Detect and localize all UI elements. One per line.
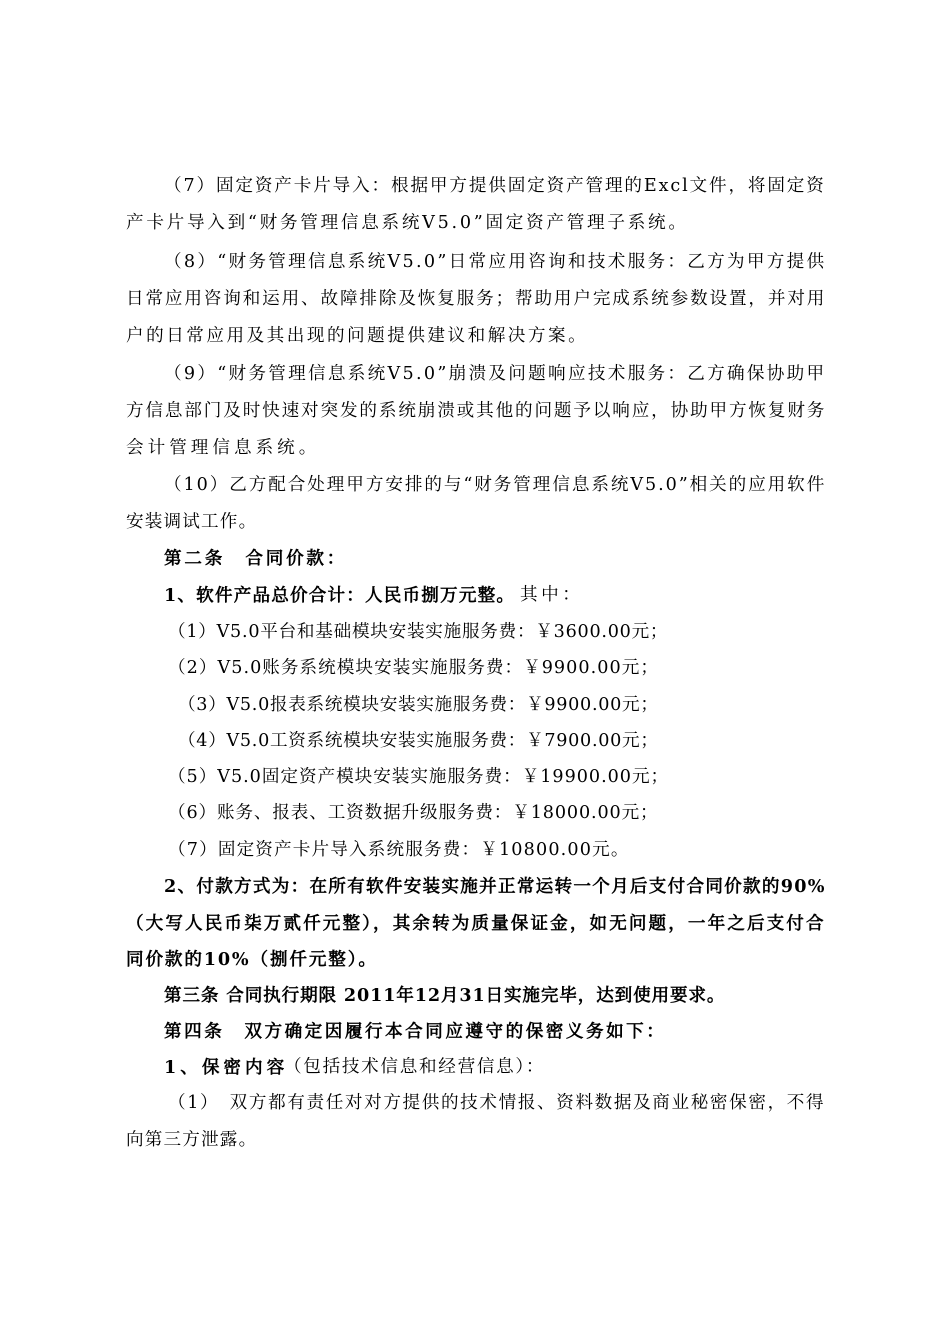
text-line: 安装调试工作。 [126, 512, 258, 532]
text-line: 向第三方泄露。 [126, 1130, 258, 1150]
price-item: （6）账务、报表、工资数据升级服务费：￥18000.00元； [168, 803, 659, 823]
payment-terms-line: （大写人民币柒万贰仟元整），其余转为质量保证金，如无问题，一年之后支付合 [126, 913, 826, 934]
price-item: （4）V5.0工资系统模块安装实施服务费：￥7900.00元； [178, 731, 659, 751]
section-heading-2: 第二条 合同价款： [164, 548, 348, 569]
payment-terms-line: 同价款的10%（捌仟元整）。 [126, 949, 378, 970]
text-line: （9）“财务管理信息系统V5.0”崩溃及问题响应技术服务：乙方确保协助甲 [164, 364, 827, 384]
text-line: 日常应用咨询和运用、故障排除及恢复服务；帮助用户完成系统参数设置，并对用 [126, 289, 827, 309]
section-heading-3: 第三条 合同执行期限 2011年12月31日实施完毕，达到使用要求。 [164, 985, 726, 1006]
total-price-line: 1、软件产品总价合计：人民币捌万元整。 [164, 585, 516, 606]
text-line: （8）“财务管理信息系统V5.0”日常应用咨询和技术服务：乙方为甲方提供 [164, 252, 827, 272]
text-line: （7）固定资产卡片导入：根据甲方提供固定资产管理的Excl文件，将固定资 [164, 176, 826, 196]
text-line: （10）乙方配合处理甲方安排的与“财务管理信息系统V5.0”相关的应用软件 [164, 475, 827, 495]
text-line: 户的日常应用及其出现的问题提供建议和解决方案。 [126, 326, 589, 346]
text-line: 方信息部门及时快速对突发的系统崩溃或其他的问题予以响应，协助甲方恢复财务 [126, 401, 827, 421]
text-line: （包括技术信息和经营信息）： [284, 1057, 546, 1077]
price-item: （1）V5.0平台和基础模块安装实施服务费：￥3600.00元； [168, 622, 669, 642]
price-item: （3）V5.0报表系统模块安装实施服务费：￥9900.00元； [178, 695, 659, 715]
text-line: 其中： [520, 585, 584, 605]
section-heading-4: 第四条 双方确定因履行本合同应遵守的保密义务如下： [164, 1021, 667, 1042]
text-line: 会计管理信息系统。 [126, 438, 321, 458]
confidentiality-heading: 1、保密内容 [164, 1057, 289, 1078]
price-item: （7）固定资产卡片导入系统服务费：￥10800.00元。 [168, 840, 630, 860]
text-line: 产卡片导入到“财务管理信息系统V5.0”固定资产管理子系统。 [126, 213, 689, 233]
payment-terms-line: 2、付款方式为：在所有软件安装实施并正常运转一个月后支付合同价款的90% [164, 876, 826, 897]
text-line: （1） 双方都有责任对对方提供的技术情报、资料数据及商业秘密保密，不得 [168, 1093, 826, 1113]
price-item: （2）V5.0账务系统模块安装实施服务费：￥9900.00元； [168, 658, 659, 678]
price-item: （5）V5.0固定资产模块安装实施服务费：￥19900.00元； [168, 767, 670, 787]
